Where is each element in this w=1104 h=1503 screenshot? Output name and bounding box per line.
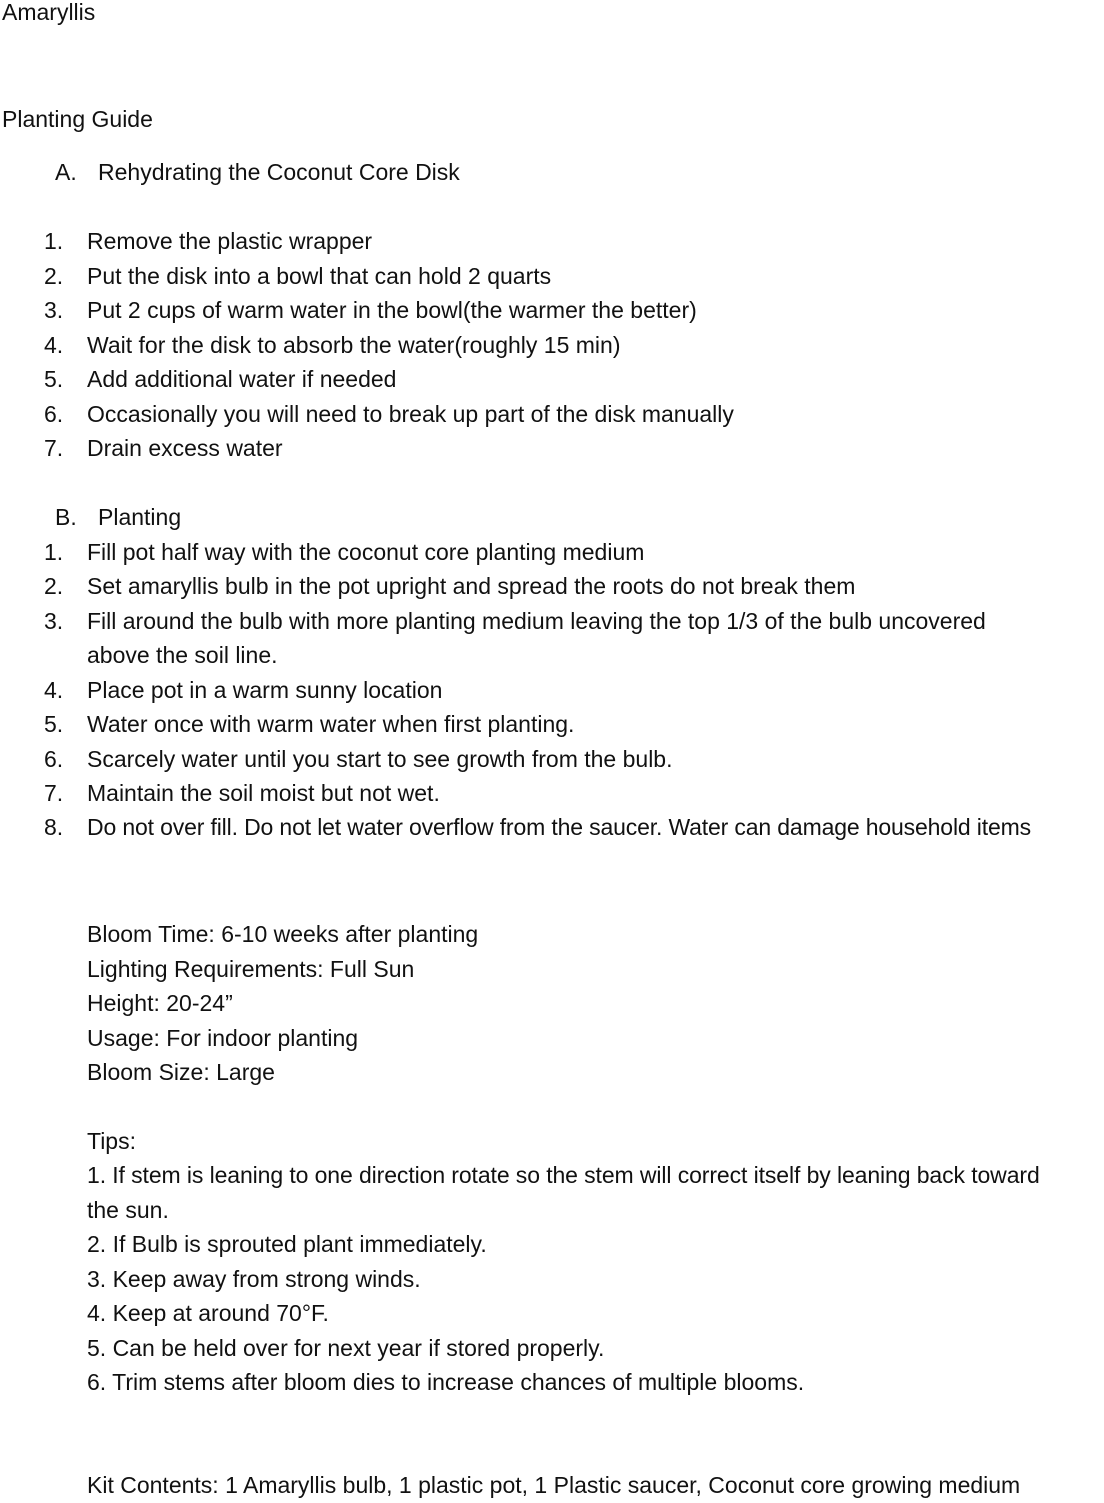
list-number: 5. xyxy=(44,366,64,392)
document-title: Amaryllis xyxy=(2,0,96,25)
list-number: 2. xyxy=(44,573,64,599)
list-text: Occasionally you will need to break up part of the disk manually xyxy=(87,401,734,427)
guide-heading: Planting Guide xyxy=(2,106,153,132)
list-number: 3. xyxy=(44,297,64,323)
section-b-letter: B. xyxy=(55,504,77,530)
list-number: 1. xyxy=(44,228,64,254)
tip-item-continuation: the sun. xyxy=(87,1197,169,1223)
list-number: 8. xyxy=(44,814,64,840)
tip-item: 6. Trim stems after bloom dies to increase chances of multiple blooms. xyxy=(87,1369,805,1395)
list-text: Wait for the disk to absorb the water(roughly 15 min) xyxy=(87,332,621,358)
list-text: Scarcely water until you start to see growth from the bulb. xyxy=(87,746,673,772)
list-number: 7. xyxy=(44,780,64,806)
list-text: Fill around the bulb with more planting medium leaving the top 1/3 of the bulb uncovered xyxy=(87,608,986,634)
list-number: 1. xyxy=(44,539,64,565)
list-number: 4. xyxy=(44,677,64,703)
tip-item: 3. Keep away from strong winds. xyxy=(87,1266,421,1292)
list-text: above the soil line. xyxy=(87,642,278,668)
tip-item: 1. If stem is leaning to one direction rotate so the stem will correct itself by leaning back toward xyxy=(87,1162,1040,1188)
list-number: 6. xyxy=(44,401,64,427)
list-number: 2. xyxy=(44,263,64,289)
list-text: Water once with warm water when first planting. xyxy=(87,711,575,737)
list-text: Set amaryllis bulb in the pot upright and spread the roots do not break them xyxy=(87,573,856,599)
spec-bloom-size: Bloom Size: Large xyxy=(87,1059,275,1085)
list-text: Do not over fill. Do not let water overflow from the saucer. Water can damage household items xyxy=(87,814,1031,840)
section-a-letter: A. xyxy=(55,159,77,185)
spec-bloom-time: Bloom Time: 6-10 weeks after planting xyxy=(87,921,479,947)
list-text: Fill pot half way with the coconut core planting medium xyxy=(87,539,645,565)
spec-height: Height: 20-24” xyxy=(87,990,233,1016)
list-number: 4. xyxy=(44,332,64,358)
list-text: Place pot in a warm sunny location xyxy=(87,677,443,703)
list-number: 5. xyxy=(44,711,64,737)
list-number: 3. xyxy=(44,608,64,634)
tips-heading: Tips: xyxy=(87,1128,136,1154)
tip-item: 5. Can be held over for next year if stored properly. xyxy=(87,1335,605,1361)
kit-contents: Kit Contents: 1 Amaryllis bulb, 1 plastic pot, 1 Plastic saucer, Coconut core growing medium xyxy=(87,1472,1021,1498)
list-text: Put the disk into a bowl that can hold 2 quarts xyxy=(87,263,552,289)
section-b-title: Planting xyxy=(98,504,182,530)
tip-item: 2. If Bulb is sprouted plant immediately. xyxy=(87,1231,487,1257)
list-number: 6. xyxy=(44,746,64,772)
list-text: Add additional water if needed xyxy=(87,366,397,392)
list-text: Put 2 cups of warm water in the bowl(the warmer the better) xyxy=(87,297,697,323)
spec-lighting: Lighting Requirements: Full Sun xyxy=(87,956,415,982)
list-text: Maintain the soil moist but not wet. xyxy=(87,780,440,806)
list-text: Drain excess water xyxy=(87,435,283,461)
tip-item: 4. Keep at around 70°F. xyxy=(87,1300,329,1326)
list-text: Remove the plastic wrapper xyxy=(87,228,373,254)
section-a-title: Rehydrating the Coconut Core Disk xyxy=(98,159,460,185)
list-number: 7. xyxy=(44,435,64,461)
spec-usage: Usage: For indoor planting xyxy=(87,1025,359,1051)
